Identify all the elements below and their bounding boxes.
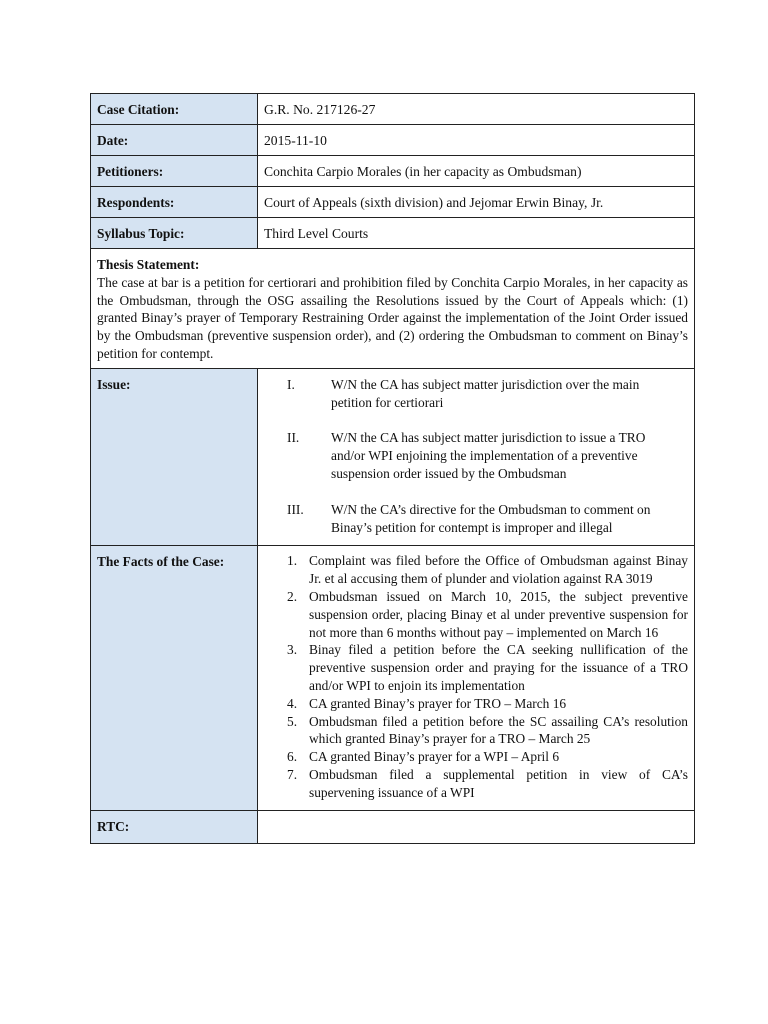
rtc-label: RTC: <box>91 810 258 843</box>
facts-label: The Facts of the Case: <box>91 546 258 810</box>
case-citation-label: Case Citation: <box>91 94 258 125</box>
fact-number: 1. <box>287 553 298 569</box>
respondents-value: Court of Appeals (sixth division) and Jejomar Erwin Binay, Jr. <box>258 187 695 218</box>
fact-text: Complaint was filed before the Office of Ombudsman against Binay Jr. et al accusing them of plunder and violation against RA 3019 <box>309 553 688 587</box>
date-row <box>91 125 695 156</box>
fact-number: 5. <box>287 713 298 729</box>
petitioners-value: Conchita Carpio Morales (in her capacity as Ombudsman) <box>258 156 695 187</box>
fact-number: 7. <box>287 766 298 782</box>
rtc-value <box>258 810 695 843</box>
facts-cell <box>258 546 695 810</box>
fact-number: 4. <box>287 695 298 711</box>
fact-item <box>287 713 688 749</box>
fact-item <box>287 641 688 694</box>
respondents-label: Respondents: <box>91 187 258 218</box>
petitioners-label: Petitioners: <box>91 156 258 187</box>
fact-number: 3. <box>287 642 298 658</box>
fact-item <box>287 766 688 802</box>
facts-list <box>258 546 694 809</box>
issue-text: W/N the CA’s directive for the Ombudsman to comment on Binay’s petition for contempt is improper and illegal <box>331 501 651 535</box>
issue-number: III. <box>287 501 304 517</box>
fact-item <box>287 588 688 641</box>
syllabus-topic-row <box>91 218 695 249</box>
thesis-cell <box>91 249 695 369</box>
issue-item <box>287 501 676 537</box>
thesis-text: The case at bar is a petition for certiorari and prohibition filed by Conchita Carpio Morales, in her capacity as the Ombudsman, through the OSG assailing the Resolutions issued by the Court of Appeals which: (1) granted Binay’s prayer of Temporary Restraining Order against the implementation of the Joint Order issued by the Ombudsman (preventive suspension order), and (2) ordering the Ombudsman to comment on Binay’s petition for contempt. <box>97 274 688 361</box>
issue-item <box>287 429 676 482</box>
issue-item <box>287 376 676 412</box>
issue-text: W/N the CA has subject matter jurisdiction over the main petition for certiorari <box>331 376 640 410</box>
issue-label: Issue: <box>91 368 258 546</box>
case-citation-row <box>91 94 695 125</box>
fact-item <box>287 695 688 713</box>
case-citation-value: G.R. No. 217126-27 <box>258 94 695 125</box>
issue-row <box>91 368 695 546</box>
syllabus-topic-value: Third Level Courts <box>258 218 695 249</box>
thesis-row <box>91 249 695 369</box>
fact-number: 2. <box>287 588 298 604</box>
fact-text: CA granted Binay’s prayer for TRO – March 16 <box>309 695 567 711</box>
fact-text: Binay filed a petition before the CA seeking nullification of the preventive suspension order and praying for the issuance of a TRO and/or WPI to enjoin its implementation <box>309 642 688 693</box>
issue-cell <box>258 368 695 546</box>
fact-text: Ombudsman filed a supplemental petition in view of CA’s supervening issuance of a WPI <box>309 766 688 800</box>
case-digest-table <box>90 93 695 844</box>
thesis-title: Thesis Statement: <box>97 257 200 272</box>
fact-text: Ombudsman filed a petition before the SC assailing CA’s resolution which granted Binay’s prayer for a TRO – March 25 <box>309 713 688 747</box>
fact-text: CA granted Binay’s prayer for a WPI – April 6 <box>309 749 560 765</box>
petitioners-row <box>91 156 695 187</box>
issue-number: I. <box>287 376 295 392</box>
fact-item <box>287 748 688 766</box>
fact-item <box>287 552 688 588</box>
rtc-row <box>91 810 695 843</box>
respondents-row <box>91 187 695 218</box>
case-digest-document <box>90 93 695 844</box>
issue-list <box>258 369 694 546</box>
date-value: 2015-11-10 <box>258 125 695 156</box>
facts-row <box>91 546 695 810</box>
date-label: Date: <box>91 125 258 156</box>
fact-number: 6. <box>287 749 298 765</box>
syllabus-topic-label: Syllabus Topic: <box>91 218 258 249</box>
issue-text: W/N the CA has subject matter jurisdiction to issue a TRO and/or WPI enjoining the implementation of a preventive suspension order issued by the Ombudsman <box>331 430 646 481</box>
issue-number: II. <box>287 430 300 446</box>
fact-text: Ombudsman issued on March 10, 2015, the subject preventive suspension order, placing Binay et al under preventive suspension for not more than 6 months without pay – implemented on March 16 <box>309 588 688 640</box>
